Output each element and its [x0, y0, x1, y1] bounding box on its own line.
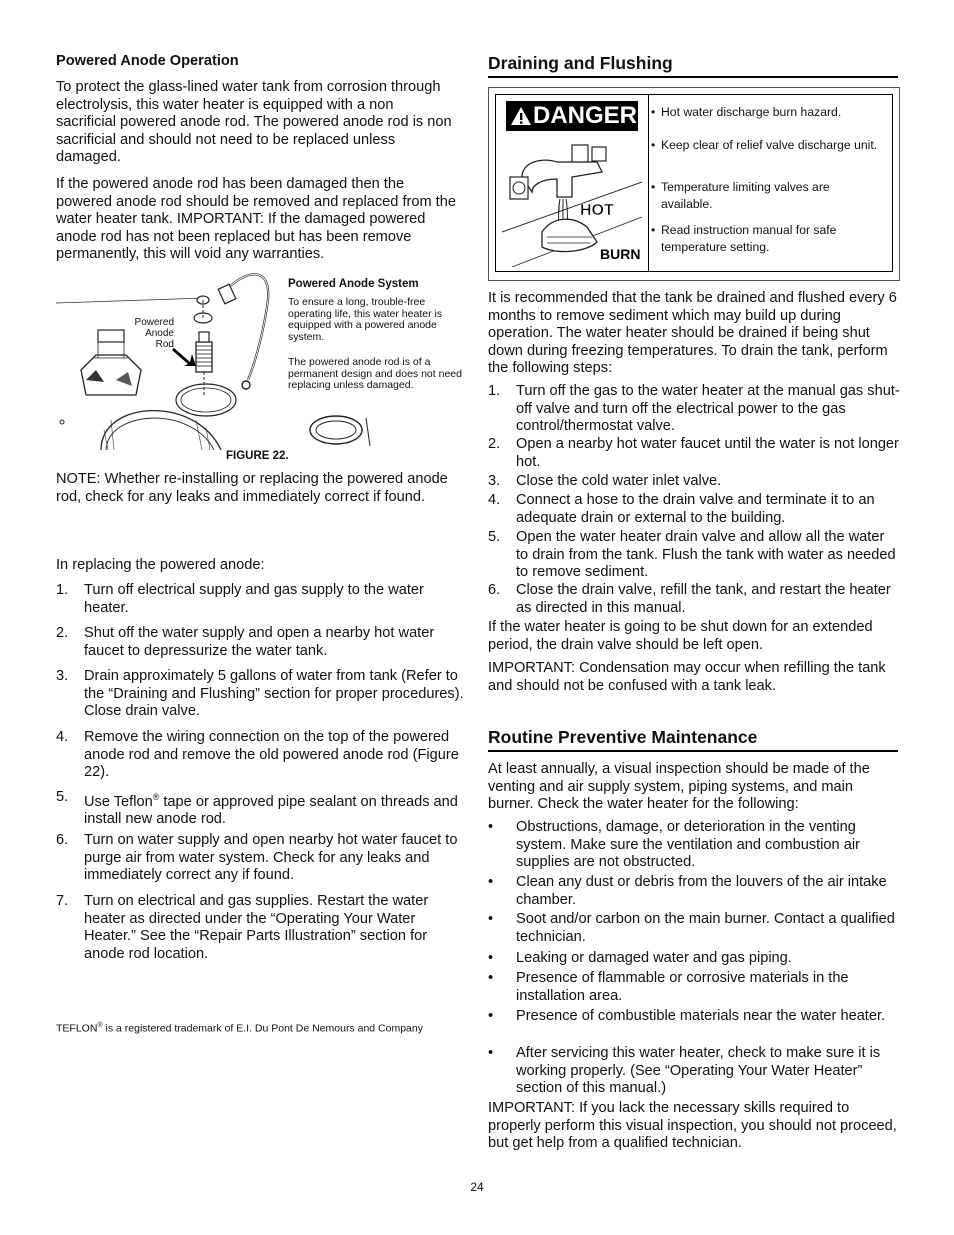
danger-text: DANGER [533, 102, 638, 129]
anode-para-1: To protect the glass-lined water tank from corrosion through electrolysis, this water heater is equipped with a non sacrificial powered anode rod. The powered anode rod is non sacrificial and should not need to be replaced unless damaged. [56, 79, 452, 166]
danger-bullet-text: Hot water discharge burn hazard. [661, 105, 842, 119]
anode-illustration [56, 270, 286, 450]
drain-heading: Draining and Flushing [488, 53, 898, 78]
drain-intro: It is recommended that the tank be drained and flushed every 6 months to remove sediment which may build up during operation. The water heater should be drained if being shut down during freezing temperatures. To drain the tank, perform the following steps: [488, 290, 897, 377]
step-number: 5. [56, 789, 69, 805]
figure-caption: FIGURE 22. [226, 450, 289, 462]
maintenance-intro: At least annually, a visual inspection should be made of the venting and air supply system, piping systems, and main burner. Check the water heater for the following: [488, 761, 870, 813]
bullet-text: After servicing this water heater, check to make sure it is working properly. (See “Operating Your Water Heater” section of this manual.) [516, 1045, 881, 1097]
danger-bullet: • Temperature limiting valves are available. [651, 180, 830, 211]
replacing-intro: In replacing the powered anode: [56, 557, 265, 573]
danger-bullet-text: Temperature limiting valves are available. [661, 180, 830, 211]
hot-water-faucet-icon [502, 137, 642, 267]
warning-icon [510, 106, 532, 126]
step-text: Turn on electrical and gas supplies. Restart the water heater as directed under the “Operating Your Water Heater.” See the “Repair Parts Illustration” section for anode rod location. [84, 893, 429, 962]
page-number: 24 [470, 1180, 484, 1194]
step-number: 3. [56, 668, 69, 684]
step-text-b: tape or approved pipe sealant on threads and install new anode rod. [84, 793, 458, 828]
hot-label: HOT [580, 202, 614, 219]
danger-panel [495, 94, 893, 272]
step-text-a: Use Teflon [84, 793, 153, 810]
step-number: 4. [488, 492, 501, 508]
drain-shutdown: If the water heater is going to be shut down for an extended period, the drain valve should be left open. [488, 619, 873, 653]
note-paragraph: NOTE: Whether re-installing or replacing the powered anode rod, check for any leaks and immediately correct if found. [56, 471, 448, 505]
step-text: Connect a hose to the drain valve and terminate it to an adequate drain or external to the building. [516, 492, 875, 526]
step-text: Shut off the water supply and open a nearby hot water faucet to depressurize the water tank. [84, 625, 435, 659]
step-text: Open a nearby hot water faucet until the water is not longer hot. [516, 436, 899, 470]
step-number: 3. [488, 473, 501, 489]
step-number: 7. [56, 893, 69, 909]
figure-22 [56, 270, 468, 466]
step-number: 6. [488, 582, 501, 598]
step-text: Turn on water supply and open nearby hot water faucet to purge air from water system. Check for any leaks and immediately correct any if found. [84, 832, 458, 884]
bullet-text: Soot and/or carbon on the main burner. Contact a qualified technician. [516, 911, 895, 945]
bullet-text: Leaking or damaged water and gas piping. [516, 950, 792, 966]
danger-label [506, 101, 638, 131]
danger-bullet: • Keep clear of relief valve discharge unit. [651, 138, 878, 152]
anode-system-text-2: The powered anode rod is of a permanent design and does not need replacing unless damaged. [288, 356, 462, 391]
step-text: Open the water heater drain valve and allow all the water to drain from the tank. Flush the tank with water as needed to remove sediment. [516, 529, 896, 581]
anode-para-2: If the powered anode rod has been damaged then the powered anode rod should be removed and replaced from the water heater tank. IMPORTANT: If the damaged powered anode rod has not been replaced but has been remove permanently, this will void any warranties. [56, 176, 456, 263]
danger-bullet: • Read instruction manual for safe temperature setting. [651, 223, 837, 254]
anode-rod-label: Powered Anode Rod [134, 317, 174, 350]
gasket-illustration [306, 410, 376, 450]
footnote-registered: ® [97, 1022, 103, 1029]
step-number: 1. [488, 383, 501, 399]
step-text [84, 789, 468, 829]
step-text: Turn off electrical supply and gas supply to the water heater. [84, 582, 424, 616]
step-text: Remove the wiring connection on the top of the powered anode rod and remove the old powered anode rod (Figure 22). [84, 729, 459, 781]
anode-heading: Powered Anode Operation [56, 53, 239, 69]
danger-box [488, 87, 900, 281]
step-text: Turn off the gas to the water heater at the manual gas shut-off valve and turn off the electrical power to the gas control/thermostat valve. [516, 383, 900, 435]
step-text: Close the drain valve, refill the tank, and restart the heater as directed in this manual. [516, 582, 891, 616]
teflon-footnote [56, 1022, 468, 1035]
step-text: Close the cold water inlet valve. [516, 473, 722, 489]
danger-bullet-text: Read instruction manual for safe temperature setting. [661, 223, 837, 254]
step-number: 2. [56, 625, 69, 641]
drain-important: IMPORTANT: Condensation may occur when refilling the tank and should not be confused with a tank leak. [488, 660, 886, 694]
step-number: 6. [56, 832, 69, 848]
danger-bullet: • Hot water discharge burn hazard. [651, 105, 842, 119]
footnote-b: is a registered trademark of E.I. Du Pont De Nemours and Company [102, 1022, 423, 1035]
danger-bullet-text: Keep clear of relief valve discharge unit. [661, 138, 878, 152]
maintenance-heading: Routine Preventive Maintenance [488, 727, 898, 752]
anode-system-text-1: To ensure a long, trouble-free operating life, this water heater is equipped with a powered anode system. [288, 296, 443, 343]
registered-mark: ® [152, 792, 160, 802]
danger-divider [648, 95, 649, 271]
step-number: 4. [56, 729, 69, 745]
footnote-a: TEFLON [56, 1022, 98, 1035]
burn-label: BURN [600, 246, 641, 262]
bullet-text: Clean any dust or debris from the louvers of the air intake chamber. [516, 874, 887, 908]
step-number: 5. [488, 529, 501, 545]
step-number: 1. [56, 582, 69, 598]
bullet-text: Presence of flammable or corrosive materials in the installation area. [516, 970, 849, 1004]
maintenance-important: IMPORTANT: If you lack the necessary skills required to properly perform this visual inspection, you should not proceed, but get help from a qualified technician. [488, 1100, 897, 1152]
anode-system-title: Powered Anode System [288, 278, 419, 290]
step-text: Drain approximately 5 gallons of water from tank (Refer to the “Draining and Flushing” section for proper procedures). Close drain valve. [84, 668, 464, 720]
bullet-text: Obstructions, damage, or deterioration in the venting system. Make sure the ventilation and combustion air supplies are not obstructed. [516, 819, 860, 871]
bullet-text: Presence of combustible materials near the water heater. [516, 1008, 886, 1024]
step-number: 2. [488, 436, 501, 452]
